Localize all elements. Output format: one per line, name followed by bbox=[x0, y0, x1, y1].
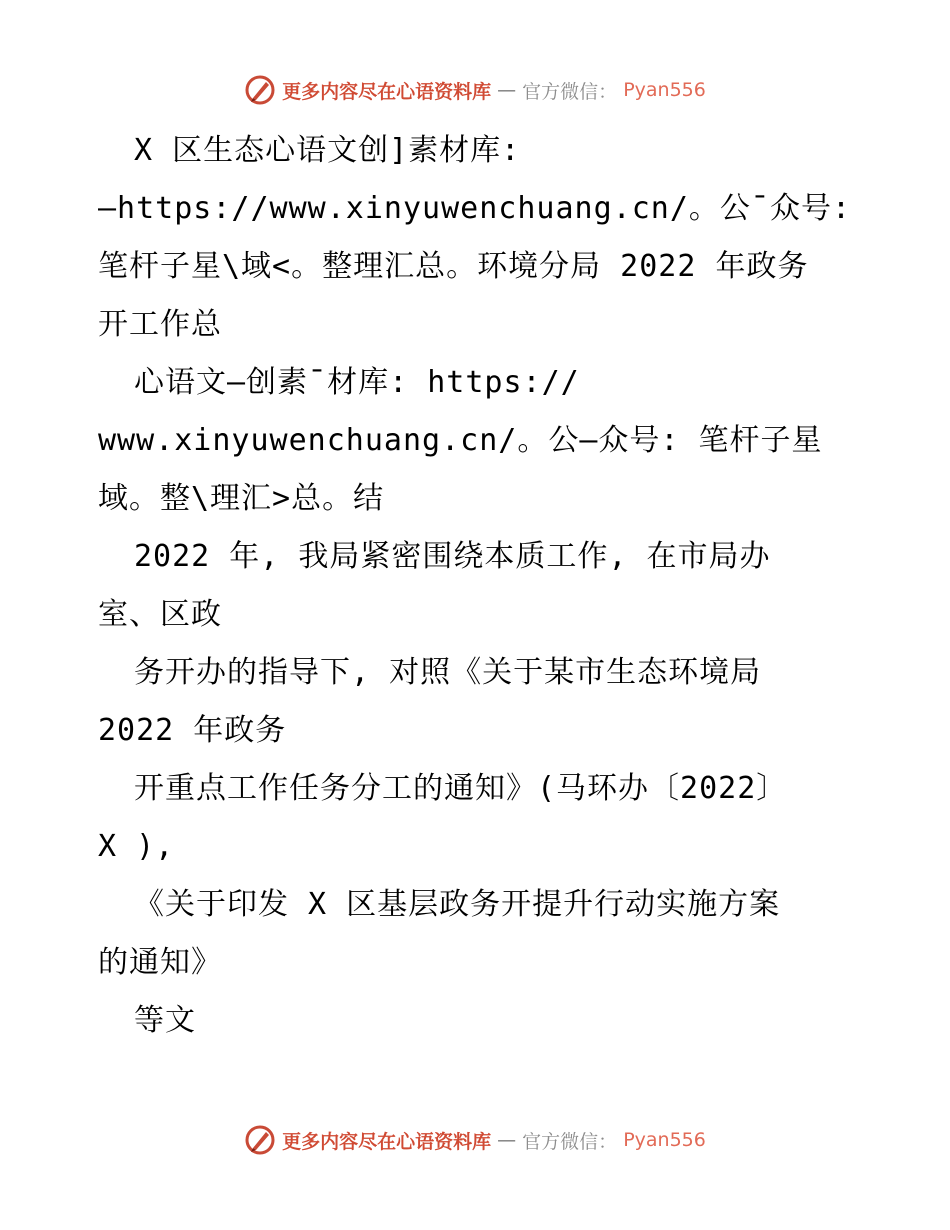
document-body bbox=[98, 122, 858, 1050]
doc-line: 域。整\理汇>总。结 bbox=[98, 481, 385, 516]
banner-main-text: 更多内容尽在心语资料库 bbox=[282, 80, 492, 103]
banner-separator: — bbox=[497, 1129, 517, 1151]
doc-line: X ), bbox=[98, 829, 175, 864]
quill-logo-icon bbox=[244, 1124, 276, 1156]
doc-line: www.xinyuwenchuang.cn/。公—众号: 笔杆子星 bbox=[98, 423, 823, 458]
banner-wechat-label: 官方微信： bbox=[522, 1130, 618, 1153]
doc-line: 心语文—创素¯材库: https:// bbox=[134, 365, 580, 400]
doc-line: —https://www.xinyuwenchuang.cn/。公¯众号: bbox=[98, 191, 852, 226]
doc-line: 笔杆子星\域<。整理汇总。环境分局 2022 年政务 bbox=[98, 249, 809, 284]
banner-wechat-id: Pyan556 bbox=[623, 1129, 706, 1151]
banner-wechat-id: Pyan556 bbox=[623, 79, 706, 101]
doc-line: 开工作总 bbox=[98, 307, 222, 342]
header-banner bbox=[0, 70, 950, 110]
doc-line: X 区生态心语文创]素材库: bbox=[134, 133, 521, 168]
doc-line: 《关于印发 X 区基层政务开提升行动实施方案 bbox=[134, 887, 781, 922]
doc-line: 务开办的指导下, 对照《关于某市生态环境局 bbox=[134, 655, 762, 690]
quill-logo-icon bbox=[244, 74, 276, 106]
footer-banner bbox=[0, 1120, 950, 1160]
banner-main-text: 更多内容尽在心语资料库 bbox=[282, 1130, 492, 1153]
banner-wechat-label: 官方微信： bbox=[522, 80, 618, 103]
doc-line: 2022 年政务 bbox=[98, 713, 287, 748]
doc-line: 等文 bbox=[134, 1003, 196, 1038]
doc-line: 的通知》 bbox=[98, 945, 222, 980]
doc-line: 2022 年, 我局紧密围绕本质工作, 在市局办 bbox=[134, 539, 771, 574]
doc-line: 室、区政 bbox=[98, 597, 222, 632]
banner-separator: — bbox=[497, 79, 517, 101]
doc-line: 开重点工作任务分工的通知》(马环办〔2022〕 bbox=[134, 771, 788, 806]
